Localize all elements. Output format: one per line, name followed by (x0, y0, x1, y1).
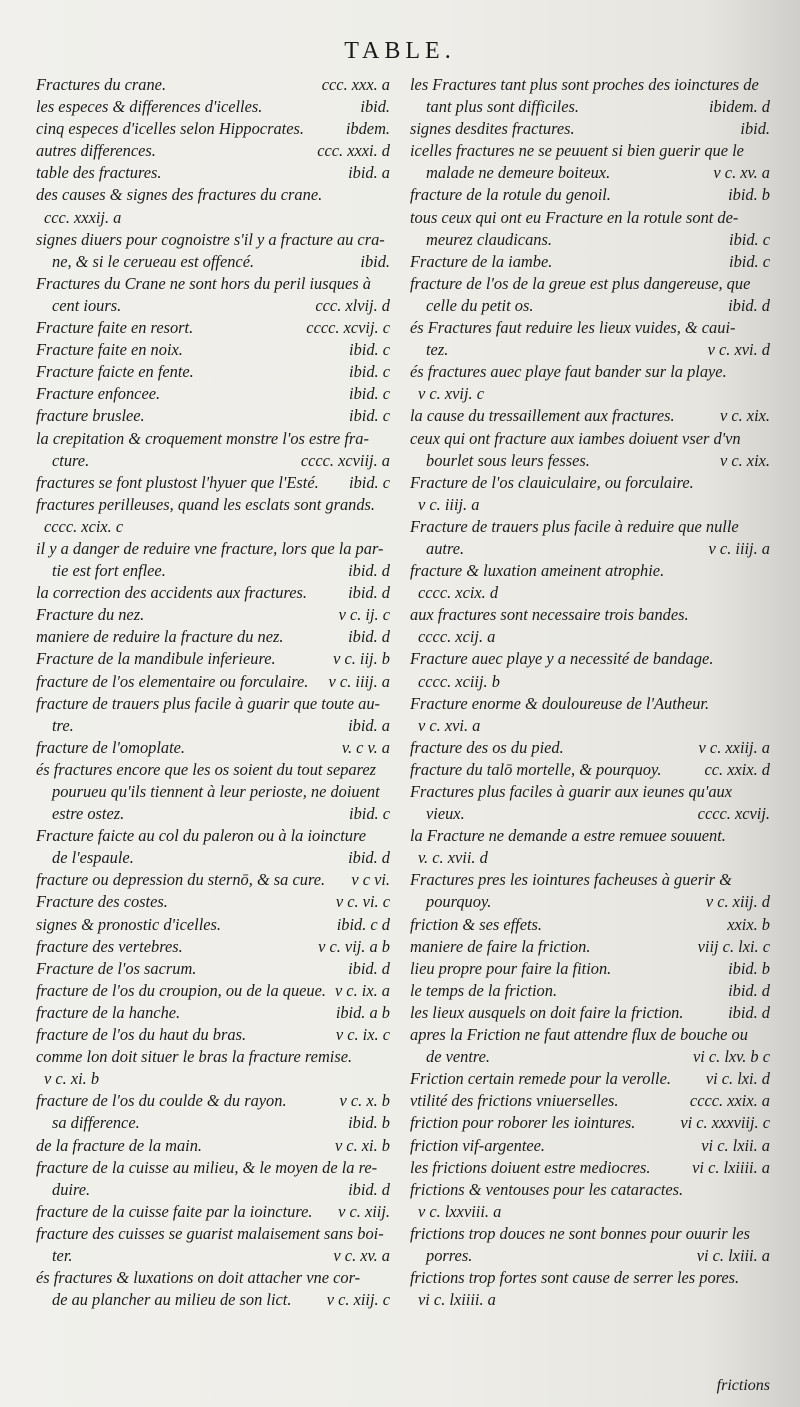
index-entry (410, 560, 770, 582)
entry-text: de la fracture de la main. (36, 1135, 203, 1155)
entry-reference: v c. xix. (719, 406, 770, 426)
index-entry (36, 781, 390, 803)
index-entry (36, 162, 390, 184)
index-entry (36, 1135, 390, 1157)
index-entry (410, 1068, 770, 1090)
entry-reference: ibid. b (728, 185, 770, 205)
index-entry (410, 648, 770, 670)
index-entry (36, 1289, 390, 1311)
index-entry (36, 516, 390, 538)
index-entry (410, 1024, 770, 1046)
index-entry (410, 715, 770, 737)
index-entry (36, 405, 390, 427)
entry-reference: ibid. c (349, 804, 390, 824)
index-entry (36, 207, 390, 229)
entry-text: tre. (52, 715, 74, 735)
index-entry (410, 339, 770, 361)
entry-text: Fracture faicte en fente. (36, 362, 194, 382)
index-entry (36, 1068, 390, 1090)
entry-text: Fractures pres les iointures facheuses à guerir & (410, 870, 732, 890)
index-entry (410, 251, 770, 273)
entry-text: fractures perilleuses, quand les esclats sont grands. (36, 494, 376, 514)
entry-text: il y a danger de reduire vne fracture, lors que la par- (36, 538, 384, 558)
entry-text: és Fractures faut reduire les lieux vuides, & caui- (410, 318, 736, 338)
entry-text: fractures se font plustost l'hyuer que l'Esté. (36, 472, 319, 492)
index-entry (36, 184, 390, 206)
index-entry (36, 980, 390, 1002)
entry-text: Fracture de l'os clauiculaire, ou forculaire. (410, 472, 694, 492)
entry-text: tie est fort enflee. (52, 561, 166, 581)
entry-reference: v c. xiij. (338, 1201, 390, 1221)
entry-text: fracture de la cuisse au milieu, & le moyen de la re- (36, 1157, 378, 1177)
entry-reference: cc. xxix. d (704, 759, 770, 779)
entry-text: tous ceux qui ont eu Fracture en la rotule sont de- (410, 207, 739, 227)
index-entry (410, 1201, 770, 1223)
entry-text: frictions & ventouses pour les cataractes. (410, 1179, 684, 1199)
entry-text: Fracture du nez. (36, 605, 145, 625)
entry-text: ter. (52, 1245, 73, 1265)
entry-text: icelles fractures ne se peuuent si bien guerir que le (410, 141, 744, 161)
index-entry (36, 560, 390, 582)
entry-reference: ibid. c (349, 340, 390, 360)
entry-reference: v c vi. (351, 870, 390, 890)
entry-reference: v c. iiij. a (708, 538, 770, 558)
entry-text: cinq especes d'icelles selon Hippocrates. (36, 119, 304, 139)
index-entry (36, 715, 390, 737)
entry-text: és fractures encore que les os soient du tout separez (36, 759, 377, 779)
entry-reference: v c. ix. c (335, 1025, 390, 1045)
entry-text: fracture bruslee. (36, 406, 145, 426)
entry-reference: v c. ix. a (334, 980, 390, 1000)
entry-reference: ccc. xxxi. d (317, 141, 390, 161)
index-entry (410, 803, 770, 825)
entry-text: cccc. xcix. d (418, 583, 499, 603)
entry-text: és fractures & luxations on doit attacher vne cor- (36, 1268, 361, 1288)
entry-text: de au plancher au milieu de son lict. (52, 1290, 292, 1310)
index-entry (410, 516, 770, 538)
index-entry (410, 118, 770, 140)
entry-text: fracture de trauers plus facile à guarir que toute au- (36, 693, 381, 713)
index-entry (410, 273, 770, 295)
entry-text: celle du petit os. (426, 295, 534, 315)
index-entry (410, 958, 770, 980)
index-entry (410, 693, 770, 715)
entry-text: de ventre. (426, 1047, 491, 1067)
entry-reference: viij c. lxi. c (697, 936, 770, 956)
entry-text: des causes & signes des fractures du crane. (36, 185, 323, 205)
index-entry (410, 1179, 770, 1201)
entry-text: fracture des os du pied. (410, 737, 564, 757)
entry-text: cccc. xcix. c (44, 516, 124, 536)
entry-text: fracture ou depression du sternō, & sa cure. (36, 870, 326, 890)
entry-text: fracture de l'os elementaire ou forculaire. (36, 671, 309, 691)
index-entry (36, 582, 390, 604)
entry-text: comme lon doit situer le bras la fracture remise. (36, 1047, 353, 1067)
index-entry (36, 825, 390, 847)
entry-reference: v c. x. b (339, 1091, 390, 1111)
entry-text: vi c. lxiiii. a (418, 1290, 496, 1310)
entry-text: Fracture de trauers plus facile à reduire que nulle (410, 516, 739, 536)
index-entry (36, 361, 390, 383)
index-entry (410, 162, 770, 184)
entry-reference: ibid. b (728, 958, 770, 978)
index-entry (410, 781, 770, 803)
index-entry (410, 1157, 770, 1179)
entry-reference: ccc. xlvij. d (315, 295, 390, 315)
index-entry (36, 339, 390, 361)
index-entry (36, 648, 390, 670)
index-entry (410, 869, 770, 891)
entry-reference: v c. xi. b (334, 1135, 390, 1155)
entry-reference: ibid. (360, 251, 390, 271)
entry-text: fracture des vertebres. (36, 936, 183, 956)
index-entry (410, 582, 770, 604)
entry-text: ne, & si le cerueau est offencé. (52, 251, 255, 271)
entry-reference: v c. vij. a b (318, 936, 390, 956)
index-entry (36, 251, 390, 273)
entry-reference: ibid. (740, 119, 770, 139)
entry-text: maniere de faire la friction. (410, 936, 591, 956)
entry-text: Fracture enfoncee. (36, 384, 161, 404)
index-entry (410, 405, 770, 427)
index-entry (410, 317, 770, 339)
index-entry (36, 494, 390, 516)
index-entry (410, 229, 770, 251)
index-entry (410, 759, 770, 781)
entry-reference: ibid. c (349, 362, 390, 382)
entry-text: cccc. xciij. b (418, 671, 500, 691)
index-entry (36, 96, 390, 118)
entry-text: v c. lxxviii. a (418, 1201, 502, 1221)
entry-text: table des fractures. (36, 163, 162, 183)
entry-reference: vi c. lxi. d (705, 1069, 770, 1089)
entry-text: porres. (426, 1245, 473, 1265)
entry-text: pourquoy. (426, 892, 492, 912)
index-entry (36, 229, 390, 251)
entry-reference: ibid. c (729, 251, 770, 271)
page-header: TABLE. (344, 38, 456, 64)
entry-text: friction vif-argentee. (410, 1135, 546, 1155)
entry-text: signes diuers pour cognoistre s'il y a fracture au cra- (36, 229, 385, 249)
entry-text: fracture de l'os du haut du bras. (36, 1025, 247, 1045)
entry-text: signes & pronostic d'icelles. (36, 914, 221, 934)
index-entry (410, 737, 770, 759)
entry-text: meurez claudicans. (426, 229, 552, 249)
entry-reference: ibid. d (348, 561, 390, 581)
index-entry (410, 450, 770, 472)
entry-reference: vi c. xxxviij. c (680, 1113, 770, 1133)
index-entry (410, 1267, 770, 1289)
index-entry (36, 1046, 390, 1068)
index-entry (36, 428, 390, 450)
index-entry (36, 450, 390, 472)
entry-text: la correction des accidents aux fractures. (36, 583, 307, 603)
entry-reference: cccc. xcvij. c (306, 318, 390, 338)
entry-text: friction pour roborer les iointures. (410, 1113, 636, 1133)
index-entry (410, 604, 770, 626)
entry-text: tant plus sont difficiles. (426, 97, 579, 117)
entry-text: autre. (426, 538, 465, 558)
index-entry (36, 891, 390, 913)
index-entry (36, 914, 390, 936)
entry-text: lieu propre pour faire la fition. (410, 958, 612, 978)
entry-text: fracture de l'omoplate. (36, 737, 186, 757)
entry-text: friction & ses effets. (410, 914, 543, 934)
index-entry (410, 295, 770, 317)
index-entry (36, 1179, 390, 1201)
entry-text: fracture de l'os du coulde & du rayon. (36, 1091, 287, 1111)
entry-text: Fracture de la mandibule inferieure. (36, 649, 276, 669)
entry-reference: cccc. xcvij. (697, 804, 770, 824)
entry-text: Fracture faicte au col du paleron ou à la ioincture (36, 826, 367, 846)
entry-reference: cccc. xcviij. a (300, 450, 390, 470)
index-entry (36, 295, 390, 317)
entry-text: apres la Friction ne faut attendre flux de bouche ou (410, 1025, 748, 1045)
entry-text: aux fractures sont necessaire trois bandes. (410, 605, 689, 625)
index-entry (36, 693, 390, 715)
entry-text: Fractures du Crane ne sont hors du peril iusques à (36, 273, 371, 293)
entry-text: vtilité des frictions vniuerselles. (410, 1091, 619, 1111)
index-entry (410, 494, 770, 516)
entry-text: frictions trop fortes sont cause de serrer les pores. (410, 1268, 740, 1288)
entry-text: la Fracture ne demande a estre remuee souuent. (410, 826, 726, 846)
index-entry (410, 472, 770, 494)
index-entry (410, 626, 770, 648)
entry-text: fracture de la rotule du genoil. (410, 185, 611, 205)
entry-reference: v c. xiij. d (705, 892, 770, 912)
index-entry (410, 1223, 770, 1245)
entry-text: pourueu qu'ils tiennent à leur perioste, ne doiuent (52, 782, 380, 801)
entry-text: v c. iiij. a (418, 494, 480, 514)
index-entry (36, 74, 390, 96)
index-entry (36, 118, 390, 140)
index-entry (36, 1090, 390, 1112)
entry-reference: cccc. xxix. a (689, 1091, 770, 1111)
index-entry (36, 1024, 390, 1046)
entry-reference: ibid. a b (335, 1002, 390, 1022)
entry-reference: v c. xvi. d (707, 340, 770, 360)
index-entry (410, 847, 770, 869)
index-entry (36, 1267, 390, 1289)
index-entry (36, 317, 390, 339)
entry-text: ccc. xxxij. a (44, 207, 122, 227)
entry-text: estre ostez. (52, 804, 125, 824)
entry-text: v c. xvij. c (418, 384, 484, 404)
entry-text: v c. xi. b (44, 1069, 100, 1089)
entry-reference: ibid. d (728, 1002, 770, 1022)
index-entry (410, 96, 770, 118)
entry-text: fracture de l'os du croupion, ou de la queue. (36, 980, 326, 1000)
entry-reference: v. c v. a (341, 737, 390, 757)
entry-reference: ibid. c (349, 472, 390, 492)
entry-text: Fracture auec playe y a necessité de bandage. (410, 649, 714, 669)
index-entry (410, 184, 770, 206)
index-entry (36, 1201, 390, 1223)
index-entry (36, 737, 390, 759)
index-entry (36, 1223, 390, 1245)
index-entry (410, 671, 770, 693)
entry-reference: v c. iij. b (333, 649, 390, 669)
entry-reference: vi c. lxii. a (701, 1135, 770, 1155)
index-entry (36, 869, 390, 891)
entry-text: les lieux ausquels on doit faire la friction. (410, 1002, 684, 1022)
entry-reference: ibid. c (349, 406, 390, 426)
index-entry (410, 383, 770, 405)
index-entry (36, 936, 390, 958)
entry-text: vieux. (426, 804, 465, 824)
index-entry (36, 140, 390, 162)
index-entry (410, 361, 770, 383)
index-entry (410, 891, 770, 913)
entry-text: maniere de reduire la fracture du nez. (36, 627, 284, 647)
entry-reference: ibid. d (348, 1179, 390, 1199)
entry-reference: xxix. b (727, 914, 770, 934)
entry-text: frictions trop douces ne sont bonnes pour ouurir les (410, 1223, 750, 1243)
entry-text: fracture de la hanche. (36, 1002, 181, 1022)
entry-text: cent iours. (52, 295, 122, 315)
entry-reference: ibid. d (728, 980, 770, 1000)
entry-reference: v c. iiij. a (328, 671, 390, 691)
index-entry (410, 936, 770, 958)
index-entry (410, 1090, 770, 1112)
entry-text: cture. (52, 450, 90, 470)
entry-reference: vi c. lxiii. a (696, 1245, 770, 1265)
index-column-right (410, 74, 770, 1311)
entry-text: ceux qui ont fracture aux iambes doiuent vser d'vn (410, 428, 741, 448)
index-entry (36, 538, 390, 560)
entry-text: les Fractures tant plus sont proches des ioinctures de (410, 75, 759, 94)
index-entry (36, 847, 390, 869)
entry-text: signes desdites fractures. (410, 119, 575, 139)
entry-reference: ibidem. d (708, 97, 770, 117)
entry-reference: ibid. d (348, 958, 390, 978)
entry-reference: ibid. d (348, 583, 390, 603)
index-entry (410, 538, 770, 560)
entry-text: Fractures plus faciles à guarir aux ieunes qu'aux (410, 782, 733, 801)
entry-reference: vi c. lxiiii. a (692, 1157, 770, 1177)
entry-text: Fracture faite en noix. (36, 340, 183, 360)
entry-reference: v c. xxiij. a (698, 737, 770, 757)
entry-text: fracture du talō mortelle, & pourquoy. (410, 759, 662, 779)
entry-text: fracture & luxation ameinent atrophie. (410, 561, 665, 581)
index-entry (36, 803, 390, 825)
entry-reference: ibid. d (348, 627, 390, 647)
index-entry (36, 273, 390, 295)
entry-reference: v c. ij. c (338, 605, 390, 625)
entry-text: sa difference. (52, 1113, 140, 1133)
entry-text: és fractures auec playe faut bander sur la playe. (410, 362, 727, 382)
entry-text: les especes & differences d'icelles. (36, 97, 263, 117)
entry-text: fracture de l'os de la greue est plus dangereuse, que (410, 273, 751, 293)
entry-reference: ibdem. (345, 119, 390, 139)
index-entry (410, 1112, 770, 1134)
entry-text: Fracture de l'os sacrum. (36, 958, 197, 978)
entry-text: duire. (52, 1179, 91, 1199)
index-entry (410, 1245, 770, 1267)
entry-text: la cause du tressaillement aux fractures. (410, 406, 675, 426)
entry-text: cccc. xcij. a (418, 627, 496, 647)
index-entry (36, 472, 390, 494)
entry-text: tez. (426, 340, 449, 360)
entry-reference: ibid. c (349, 384, 390, 404)
entry-text: autres differences. (36, 141, 156, 161)
index-entry (410, 1002, 770, 1024)
index-entry (36, 1157, 390, 1179)
index-entry (410, 207, 770, 229)
index-entry (36, 1245, 390, 1267)
index-entry (36, 626, 390, 648)
entry-text: de l'espaule. (52, 848, 134, 868)
entry-reference: v c. xv. a (333, 1245, 390, 1265)
entry-text: v c. xvi. a (418, 715, 481, 735)
entry-text: bourlet sous leurs fesses. (426, 450, 590, 470)
entry-text: fracture de la cuisse faite par la ioincture. (36, 1201, 313, 1221)
entry-reference: ibid. a (348, 163, 390, 183)
entry-text: Fracture enorme & douloureuse de l'Autheur. (410, 693, 710, 713)
index-entry (410, 1046, 770, 1068)
index-entry (36, 383, 390, 405)
entry-text: malade ne demeure boiteux. (426, 163, 611, 183)
entry-text: la crepitation & croquement monstre l'os estre fra- (36, 428, 369, 448)
entry-reference: ibid. c d (336, 914, 390, 934)
entry-text: Fracture faite en resort. (36, 318, 194, 338)
entry-reference: v c. xv. a (713, 163, 770, 183)
entry-reference: ibid. d (348, 848, 390, 868)
index-entry (410, 74, 770, 96)
entry-reference: vi c. lxv. b c (692, 1047, 770, 1067)
entry-text: Fracture des costes. (36, 892, 168, 912)
entry-reference: v c. xiij. c (326, 1290, 390, 1310)
entry-text: fracture des cuisses se guarist malaisement sans boi- (36, 1223, 384, 1243)
entry-reference: v c. vi. c (335, 892, 390, 912)
entry-text: Fracture de la iambe. (410, 251, 553, 271)
entry-reference: ibid. b (348, 1113, 390, 1133)
entry-text: v. c. xvii. d (418, 848, 488, 868)
entry-reference: v c. xix. (719, 450, 770, 470)
index-entry (410, 980, 770, 1002)
index-entry (36, 1002, 390, 1024)
index-entry (36, 671, 390, 693)
index-entry (410, 1289, 770, 1311)
index-entry (36, 1112, 390, 1134)
index-entry (36, 759, 390, 781)
entry-reference: ibid. a (348, 715, 390, 735)
index-entry (410, 1135, 770, 1157)
index-entry (410, 428, 770, 450)
entry-text: le temps de la friction. (410, 980, 558, 1000)
entry-reference: ibid. c (729, 229, 770, 249)
entry-text: Fractures du crane. (36, 75, 167, 94)
entry-text: les frictions doiuent estre mediocres. (410, 1157, 651, 1177)
entry-reference: ibid. d (728, 295, 770, 315)
index-entry (410, 140, 770, 162)
catchword: frictions (716, 1377, 770, 1394)
entry-reference: ccc. xxx. a (321, 75, 390, 94)
entry-reference: ibid. (360, 97, 390, 117)
index-entry (36, 604, 390, 626)
index-entry (410, 914, 770, 936)
index-column-left (36, 74, 390, 1311)
index-entry (410, 825, 770, 847)
entry-text: Friction certain remede pour la verolle. (410, 1069, 671, 1089)
index-entry (36, 958, 390, 980)
